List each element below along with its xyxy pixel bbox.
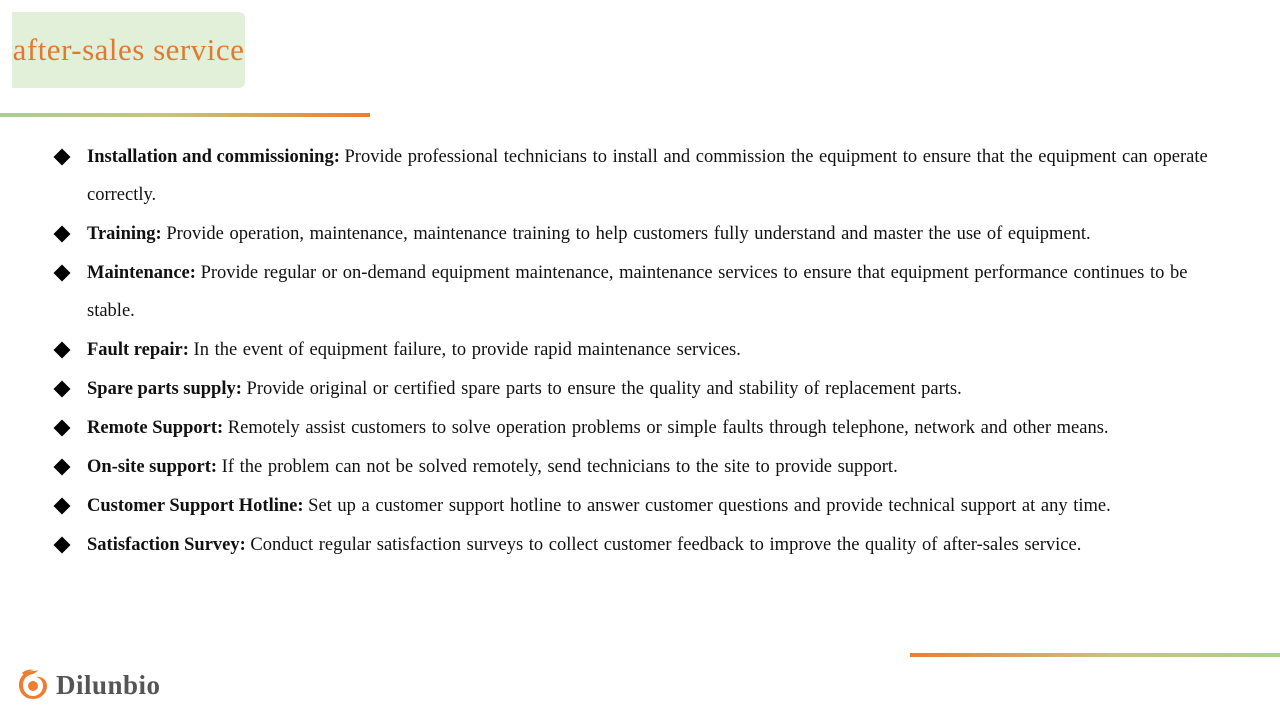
item-label: Maintenance: (87, 263, 196, 283)
company-logo (16, 668, 161, 702)
diamond-bullet-icon (54, 498, 71, 515)
page-title: after-sales service (12, 32, 245, 67)
item-label: On-site support: (87, 457, 218, 477)
list-item (52, 370, 1237, 408)
item-text: Provide regular or on-demand equipment maintenance, maintenance services to ensure that equipment performance continues to be stable. (87, 263, 1188, 321)
item-label: Satisfaction Survey: (87, 535, 246, 555)
item-text: Provide professional technicians to install and commission the equipment to ensure that the equipment can operate correctly. (87, 147, 1208, 205)
list-item (52, 215, 1237, 253)
item-label: Training: (87, 224, 162, 244)
item-text: Set up a customer support hotline to answer customer questions and provide technical support at any time. (308, 496, 1111, 516)
item-label: Customer Support Hotline: (87, 496, 304, 516)
item-text: Remotely assist customers to solve operation problems or simple faults through telephone, network and other means. (227, 418, 1109, 438)
item-text: Provide original or certified spare parts to ensure the quality and stability of replacement parts. (246, 379, 962, 399)
list-item (52, 448, 1237, 486)
item-text: In the event of equipment failure, to provide rapid maintenance services. (193, 340, 741, 360)
item-text: Provide operation, maintenance, maintenance training to help customers fully understand and master the use of equipment. (166, 224, 1091, 244)
diamond-bullet-icon (54, 381, 71, 398)
item-text: Conduct regular satisfaction surveys to collect customer feedback to improve the quality of after-sales service. (250, 535, 1082, 555)
diamond-bullet-icon (54, 420, 71, 437)
item-text: If the problem can not be solved remotely, send technicians to the site to provide support. (221, 457, 898, 477)
bottom-divider-line (910, 653, 1280, 657)
item-label: Remote Support: (87, 418, 224, 438)
list-item (52, 331, 1237, 369)
list-item (52, 409, 1237, 447)
list-item (52, 138, 1237, 214)
top-divider-line (0, 113, 370, 117)
diamond-bullet-icon (54, 226, 71, 243)
title-box (12, 12, 245, 88)
item-label: Spare parts supply: (87, 379, 242, 399)
diamond-bullet-icon (54, 265, 71, 282)
list-item (52, 526, 1237, 564)
list-item (52, 487, 1237, 525)
diamond-bullet-icon (54, 342, 71, 359)
diamond-bullet-icon (54, 537, 71, 554)
logo-text: Dilunbio (56, 669, 161, 700)
diamond-bullet-icon (54, 149, 71, 166)
item-label: Fault repair: (87, 340, 189, 360)
dilunbio-logo-icon (16, 668, 50, 702)
service-list (52, 138, 1237, 565)
diamond-bullet-icon (54, 459, 71, 476)
list-item (52, 254, 1237, 330)
item-label: Installation and commissioning: (87, 147, 340, 167)
